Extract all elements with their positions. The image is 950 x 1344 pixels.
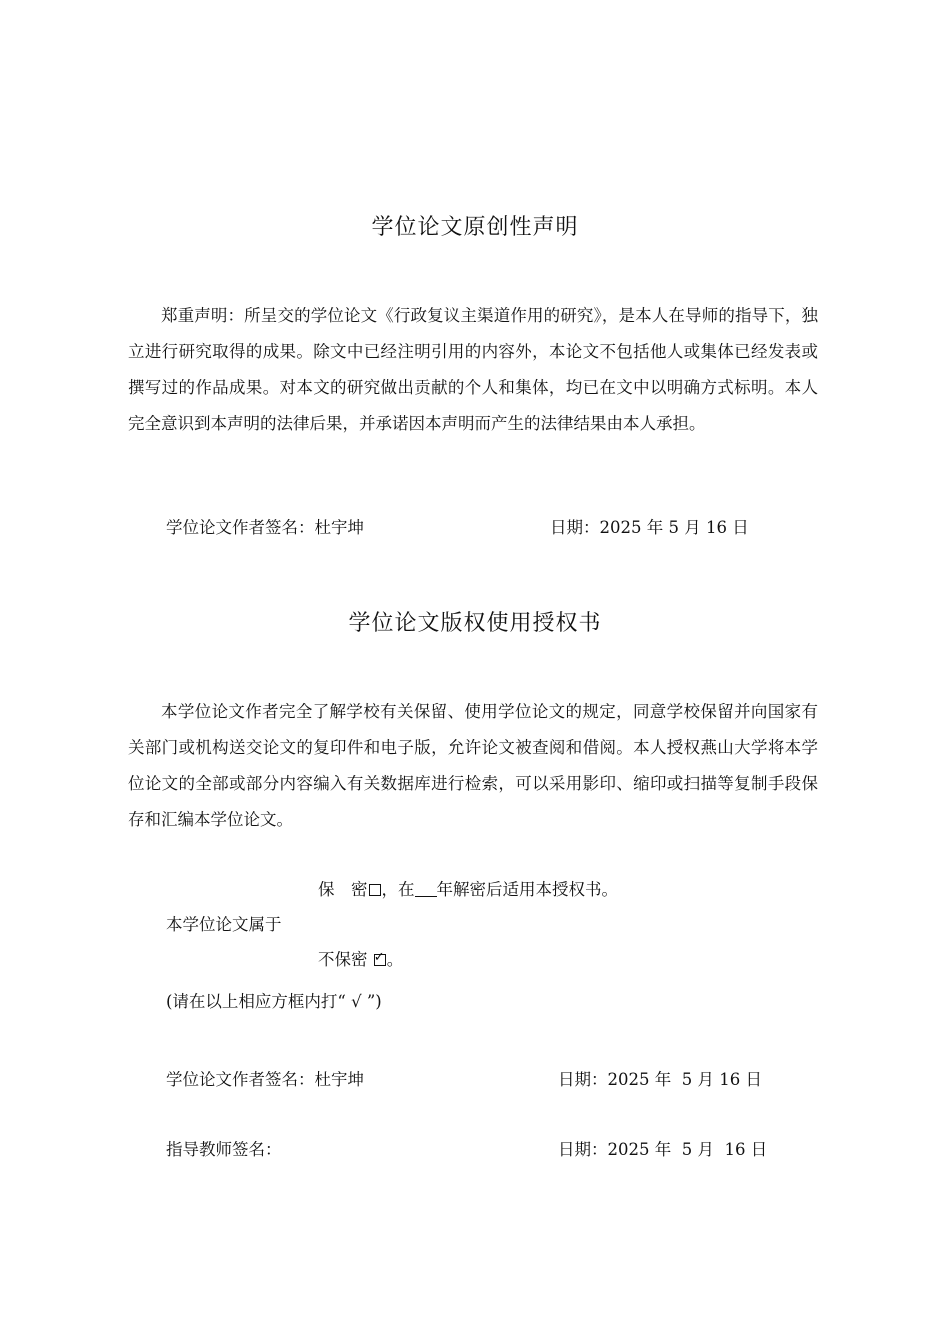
advisor-date: 日期：2025 年 5 月 16 日 (558, 1140, 768, 1159)
declaration-date: 日期：2025 年 5 月 16 日 (550, 518, 749, 537)
not-secret-label: 不保密 (318, 950, 368, 969)
secret-label: 保 密 (318, 880, 368, 899)
authorization-title: 学位论文版权使用授权书 (348, 611, 602, 636)
author-date: 日期：2025 年 5 月 16 日 (558, 1070, 762, 1089)
declaration-title: 学位论文原创性声明 (371, 215, 579, 240)
secret-option (318, 876, 618, 900)
secret-checkbox[interactable] (369, 884, 381, 896)
not-secret-checkbox[interactable] (374, 954, 386, 966)
not-secret-suffix: 。 (386, 950, 404, 969)
author-signature: 学位论文作者签名：杜宇坤 (166, 1070, 364, 1089)
years-blank (415, 882, 437, 897)
secret-suffix-b: 年解密后适用本授权书。 (436, 880, 618, 899)
declaration-signature: 学位论文作者签名：杜宇坤 (166, 518, 364, 537)
authorization-body: 本学位论文作者完全了解学校有关保留、使用学位论文的规定，同意学校保留并向国家有关部门或机构送交论文的复印件和电子版，允许论文被查阅和借阅。本人授权燕山大学将本学位论文的全部或部分内容编入有关数据库进行检索，可以采用影印、缩印或扫描等复制手段保存和汇编本学位论文。 (128, 702, 818, 829)
not-secret-option (318, 946, 403, 970)
declaration-body: 郑重声明：所呈交的学位论文《行政复议主渠道作用的研究》，是本人在导师的指导下，独立进行研究取得的成果。除文中已经注明引用的内容外，本论文不包括他人或集体已经发表或撰写过的作品成果。对本文的研究做出贡献的个人和集体，均已在文中以明确方式标明。本人完全意识到本声明的法律后果，并承诺因本声明而产生的法律结果由本人承担。 (128, 306, 818, 433)
advisor-signature: 指导教师签名： (166, 1140, 282, 1159)
checkbox-instruction: (请在以上相应方框内打“ √ ”) (166, 992, 382, 1011)
secret-suffix-a: ，在 (381, 880, 415, 899)
belongs-label: 本学位论文属于 (166, 915, 282, 934)
